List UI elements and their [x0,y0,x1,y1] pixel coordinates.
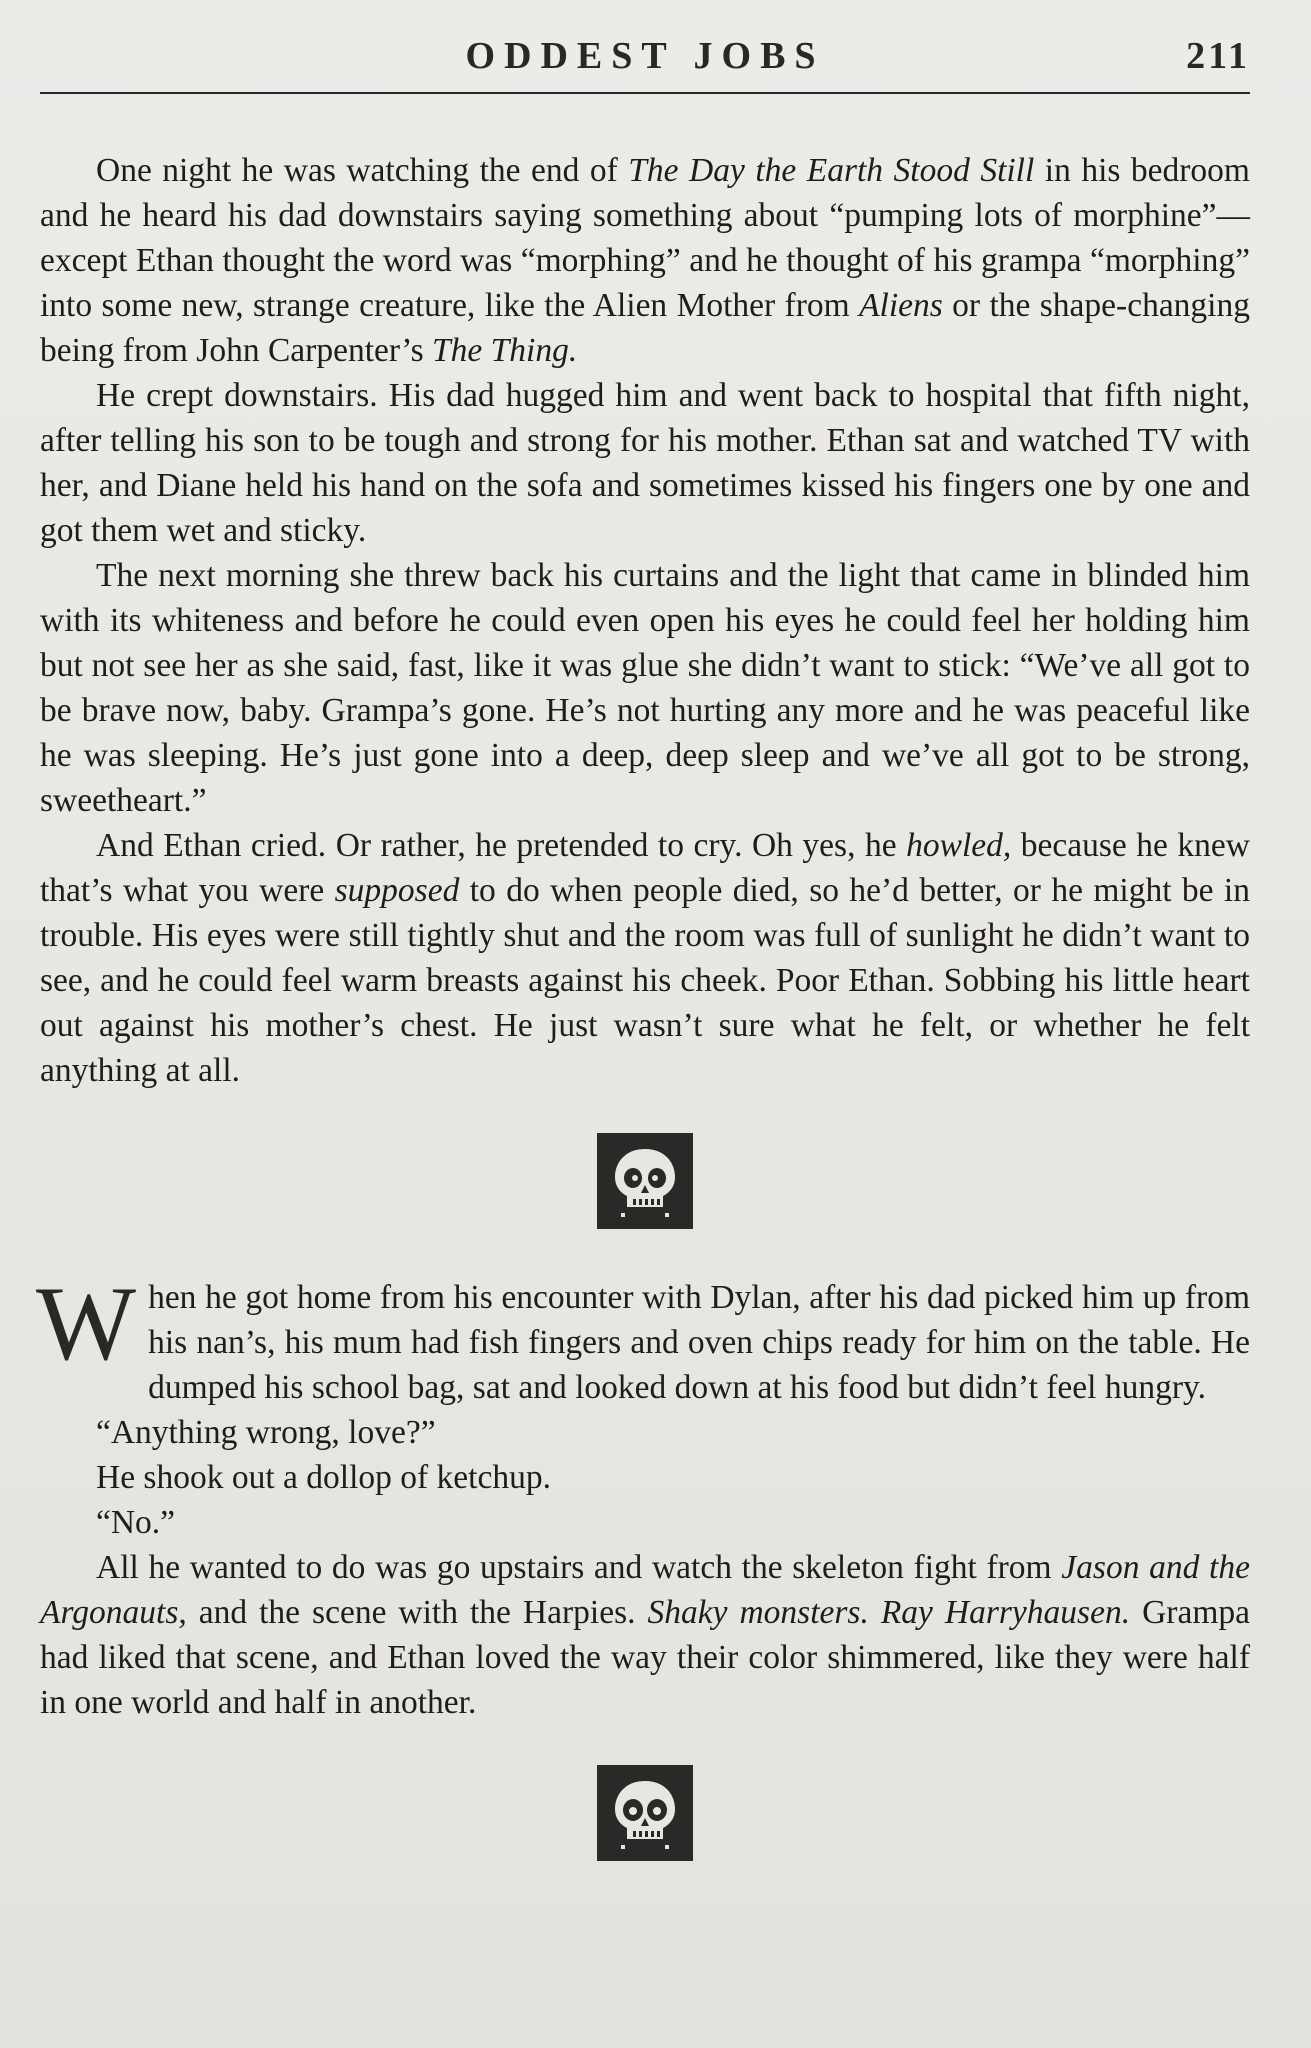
italic-title: Aliens [859,287,943,324]
paragraph [40,1545,1250,1725]
running-title: ODDEST JOBS [465,35,825,77]
dialogue-line: “Anything wrong, love?” [96,1414,436,1451]
text-run: to do when people died, so he’d better, or he might be in trouble. His eyes were still tightly shut and the room was full of sunlight he didn’t want to see, and he could feel warm breasts against his cheek. Poor Ethan. Sobbing his little heart out against his mother’s chest. He just wasn’t sure what he felt, or whether he felt anything at all. [40,872,1250,1089]
paragraph: The next morning she threw back his curtains and the light that came in blinded him with its whiteness and before he could even open his eyes he could feel her holding him but not see her as she said, fast, like it was glue she didn’t want to stick: “We’ve all got to be brave now, baby. Grampa’s gone. He’s not hurting any more and he was peaceful like he was sleeping. He’s just gone into a deep, deep sleep and we’ve all got to be strong, sweetheart.” [40,557,1250,819]
italic-word: supposed [334,872,460,909]
skull-icon [597,1133,693,1229]
paragraph [40,823,1250,1093]
italic-title: The Day the Earth Stood Still [628,152,1035,189]
paragraph: He shook out a dollop of ketchup. [96,1459,551,1496]
text-run: because he knew that’s what you were [40,827,1250,909]
paragraph-dropcap [36,1265,1250,1410]
page-number: 211 [1186,35,1250,77]
text-run: in his bedroom and he heard his dad downstairs saying something about “pumping lots of morphine”—except Ethan thought the word was “morphing” and he thought of his grampa “morphing” into some new, strange creature, like the Alien Mother from [40,152,1250,324]
italic-title: The Thing. [432,332,578,369]
drop-cap: W [36,1265,137,1382]
text-run: and the scene with the Harpies. [186,1594,648,1631]
italic-title: Jason and the Argonauts, [40,1549,1250,1631]
text-run: And Ethan cried. Or rather, he pretended to cry. Oh yes, he [96,827,907,864]
text-run: All he wanted to do was go upstairs and watch the skeleton fight from [96,1549,1062,1586]
text-run: Grampa had liked that scene, and Ethan loved the way their color shimmered, like they were half in one world and half in another. [40,1594,1250,1721]
running-head [40,30,1250,94]
text-run: or the shape-changing being from John Carpenter’s [40,287,1250,369]
paragraph: He crept downstairs. His dad hugged him and went back to hospital that fifth night, after telling his son to be tough and strong for his mother. Ethan sat and watched TV with her, and Diane held his hand on the sofa and sometimes kissed his fingers one by one and got them wet and sticky. [40,377,1250,549]
text-run: hen he got home from his encounter with Dylan, after his dad picked him up from his nan’s, his mum had fish fingers and oven chips ready for him on the table. He dumped his school bag, sat and looked down at his food but didn’t feel hungry. [148,1279,1250,1406]
italic-phrase: Shaky monsters. Ray Harryhausen. [647,1594,1131,1631]
body-text [36,148,1250,1907]
paragraph [40,148,1250,373]
dialogue-line: “No.” [96,1504,176,1541]
skull-icon [597,1765,693,1861]
text-run: One night he was watching the end of [96,152,629,189]
italic-word: howled, [906,827,1012,864]
